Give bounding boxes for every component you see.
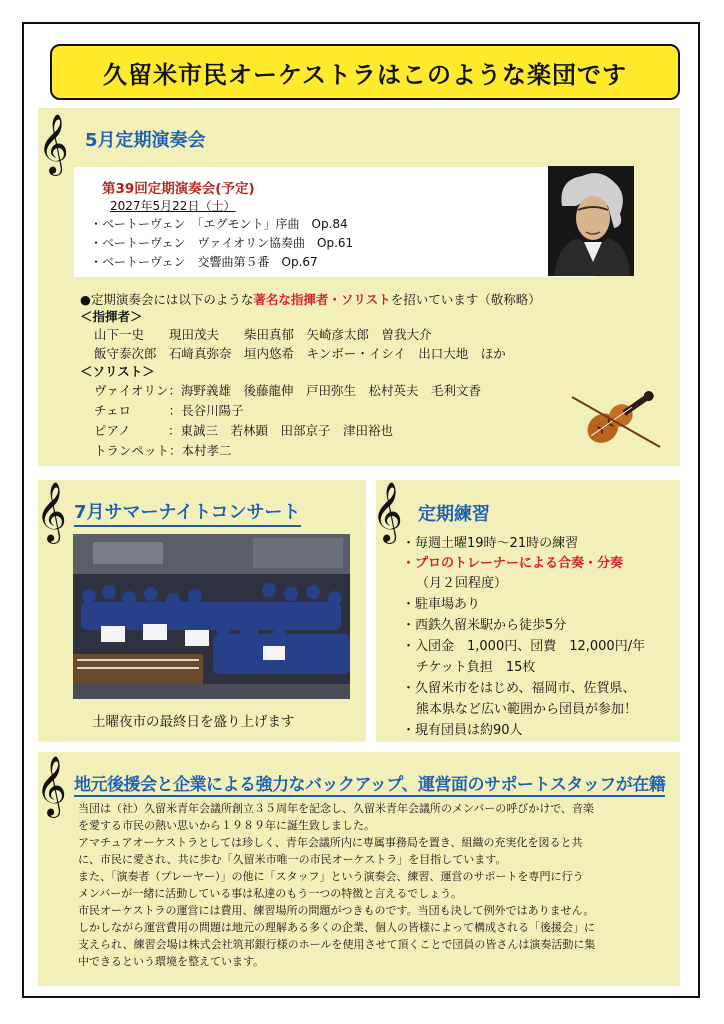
practice-item: （月２回程度） <box>416 576 508 591</box>
support-paragraph-line: メンバーが一緒に活動している事は私達のもう一つの特徴と言えるでしょう。 <box>78 887 463 900</box>
practice-item: ・久留米市をはじめ、福岡市、佐賀県、 <box>402 681 636 696</box>
treble-clef-icon: 𝄞 <box>36 756 67 816</box>
program-title: 第39回定期演奏会(予定) <box>102 181 255 197</box>
support-paragraph-line: 当団は（社）久留米青年会議所創立３５周年を記念し、久留米青年会議所のメンバーの呼びかけで、音楽 <box>78 802 595 815</box>
support-paragraph-line: しかしながら運営費用の問題は地元の理解ある多くの企業、個人の皆様によって構成される「後援会」に <box>78 921 595 934</box>
soloist-row: ヴァイオリン：海野義雄 後藤龍伸 戸田弥生 松村英夫 毛利文香 <box>94 383 482 398</box>
page-title: 久留米市民オーケストラはこのような楽団です <box>50 44 680 100</box>
program-piece: ・ベートーヴェン 「エグモント」序曲 Op.84 <box>90 217 348 231</box>
conductors-list: 山下一史 現田茂夫 柴田真郁 矢崎彦太郎 曽我大介 <box>94 327 432 342</box>
practice-item: ・入団金 1,000円、団費 12,000円/年 <box>402 639 646 654</box>
support-paragraph-line: 市民オーケストラの運営には費用、練習場所の問題がつきものです。当団も決して例外ではありません。 <box>78 904 595 917</box>
summer-concert-caption: 土曜夜市の最終日を盛り上げます <box>92 714 295 730</box>
practice-item: ・現有団員は約90人 <box>402 723 523 738</box>
concert-photo <box>73 534 350 699</box>
practice-item: ・毎週土曜19時～21時の練習 <box>402 536 579 551</box>
practice-item: ・駐車場あり <box>402 597 481 612</box>
conductors-list: 飯守泰次郎 石﨑真弥奈 垣内悠希 キンボー・イシイ 出口大地 ほか <box>94 346 506 361</box>
soloist-row: トランペット：本村孝二 <box>94 443 232 458</box>
treble-clef-icon: 𝄞 <box>372 482 403 542</box>
summer-concert-heading: 7月サマーナイトコンサート <box>74 498 301 527</box>
support-paragraph-line: を愛する市民の熱い思いから１９８９年に誕生致しました。 <box>78 819 375 832</box>
practice-heading: 定期練習 <box>418 504 490 525</box>
may-concert-heading: 5月定期演奏会 <box>85 130 206 151</box>
soloists-heading: ＜ソリスト＞ <box>80 364 155 379</box>
intro-text: ●定期演奏会には以下のような著名な指揮者・ソリストを招いています（敬称略） <box>80 292 541 307</box>
violin-icon <box>566 375 666 460</box>
beethoven-portrait <box>548 166 634 276</box>
practice-item: 熊本県など広い範囲から団員が参加！ <box>416 702 638 717</box>
support-paragraph-line: に、市民に愛され、共に歩む「久留米市唯一の市民オーケストラ」を目指しています。 <box>78 853 507 866</box>
treble-clef-icon: 𝄞 <box>36 482 67 542</box>
practice-item-highlight: ・プロのトレーナーによる合奏・分奏 <box>402 556 624 571</box>
practice-item: チケット負担 15枚 <box>416 660 536 675</box>
support-heading: 地元後援会と企業による強力なバックアップ、運営面のサポートスタッフが在籍 <box>74 770 665 797</box>
program-box <box>74 167 594 277</box>
support-paragraph-line: また、「演奏者（プレーヤー）」の他に「スタッフ」という演奏会、練習、運営のサポートを専門に行う <box>78 870 584 883</box>
support-paragraph-line: 中できるという環境を整えています。 <box>78 955 265 968</box>
program-piece: ・ベートーヴェン ヴァイオリン協奏曲 Op.61 <box>90 236 354 250</box>
program-date: 2027年5月22日（土） <box>110 199 236 213</box>
soloist-row: ピアノ ：東誠三 若林顕 田部京子 津田裕也 <box>94 423 394 438</box>
program-piece: ・ベートーヴェン 交響曲第５番 Op.67 <box>90 255 318 269</box>
soloist-row: チェロ ：長谷川陽子 <box>94 403 244 418</box>
conductors-heading: ＜指揮者＞ <box>80 309 143 324</box>
support-paragraph-line: 支えられ、練習会場は株式会社筑邦銀行様のホールを使用させて頂くことで団員の皆さんは演奏活動に集 <box>78 938 596 951</box>
support-paragraph-line: アマチュアオーケストラとしては珍しく、青年会議所内に専属事務局を置き、組織の充実化を図ると共 <box>78 836 583 849</box>
treble-clef-icon: 𝄞 <box>38 114 69 174</box>
practice-item: ・西鉄久留米駅から徒歩5分 <box>402 618 567 633</box>
